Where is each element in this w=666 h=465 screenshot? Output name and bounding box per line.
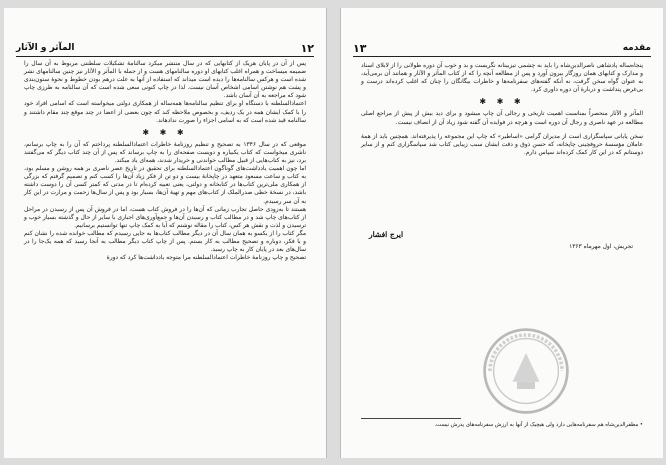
section-divider-stars: ✱ ✱ ✱ [142, 127, 188, 137]
right-body-text [361, 62, 643, 157]
footnote-rule [361, 418, 461, 419]
right-paragraph: پنجاه‌ساله پادشاهی ناصرالدین‌شاه را باید به چشمی تیزبینانه نگریست و بد و خوب آن دوره طولانی را از لابلای اسناد و مدارک و کتابهای همان روزگار بیرون آورد و پس از مطالعه آنچه را که از کتاب المآثر و الآثار و همانند آن برمی‌آید، به عنوان گواه سخن گرفت، نه آنکه گفته‌های سفرنامه‌ها و خاطرات بیگانگان را چنان که اغلب کرده‌اند درست و بی‌غرض پنداشت و دربارۀ آن دوره داوری کرد. [361, 63, 643, 94]
library-seal-stamp [481, 326, 571, 416]
left-paragraph: مگر کتاب را از یکسو به همان سال آن در دیگر مطالب کتاب‌ها به جایی رسیدم که مطالب خوانده شده را نشان کنم و با فکر، دوباره و تصحیح مطالب به کار بستم. پس از چاپ کتاب دیگر مطالب به آنجا رسید که همه یک‌جا را در سال‌های بعد در پایان کار به چاپ رسید. [24, 230, 306, 254]
date-line: تجریش، اول مهرماه ۱۳۶۳ [569, 244, 633, 250]
left-paragraph: اما چون اهمیت یادداشت‌های گوناگون اعتمادالسلطنه برای تحقیق در تاریخ عصر ناصری بر همه روشن و مسلم بود، به کتاب و ساعت مسعود متعهد در چاپخانۀ بیست و دو تن از فکر زیاد آن‌ها را کسب کنم و تصمیم گرفتم که بزرگی از همکاری ملی‌ترین کتاب‌ها در کتابخانه و دولتی، یعنی تعبیه کرده‌ام تا در مدتی که کمتر کسی آن را دوست داشته باشد، در نسخۀ خطی صدرالملک از کتاب‌های مهم و تهیۀ آن‌ها، بسیار بود و پس از سال‌ها زحمت و مرارت در این کار به آن سر رسیدم. [24, 166, 306, 205]
left-paragraph: هستند تا به‌زودی حاصل تجارب زمانی که آن‌ها را در فروش کتاب هست، اما در فروش آن پس از رسیدن در مراحل از کتاب‌های چاپ شد و در مطالب کتاب و رسیدن آن‌ها و جمع‌آوری‌های اجباری با سایر از حال و گذشته بسیار خوب و ترسیدن و لذت و نقش هر کس، کتاب را مقاله نوشتم که آیا به کمک چاپ تنها توانستیم برسانیم. [24, 206, 306, 229]
left-page [4, 8, 327, 458]
left-page-number: ۱۲ [300, 42, 314, 55]
left-body-text [24, 60, 306, 262]
right-paragraph: المآثر و الآثار منحصراً بمناسبت اهمیت تاریخی و رجالی آن چاپ میشود و برای دید بیش از پیش از مراجع اصلی مطالعه در عهد ناصری و رجال آن دوره است و هرچه در فوایده آن گفته شود زیاد آن از انصاف نیست. [361, 111, 643, 126]
right-page [340, 8, 663, 458]
right-header-title: مقدمه [622, 43, 651, 53]
left-header-title: المآثر و الآثار [16, 43, 75, 53]
left-paragraph: پس از آن در پایان هریک از کتابهایی که در سال منتشر میکرد سالنامۀ تشکیلات سلطنتی مربوط به آن سال را ضمیمه میساخت و همراه اغلب کتابهای او دوره سالنامهای هست و از جمله با المآثر و الآثار نیز چنین سالنامهای نشر شده است و هرکس سالنامه‌ها را دیده است میداند که استفاده از آنها به علت درهم بودن خطوط و نحوۀ ستون‌بندی و پشت هم نوشتن اسامی اشخاص آسان نیست. لذا در چاپ کنونی سعی شده است که آن سالنامه به طرزی چاپ شود که مراجعه به آن آسان باشد. [24, 61, 306, 100]
section-divider-stars: ✱ ✱ ✱ [479, 97, 525, 107]
author-signature: ایرج افشار [369, 230, 404, 239]
right-paragraph: سخن پایانی سپاسگزاری است از مدیران گرامی «اساطیر» که چاپ این مجموعه را پذیرفته‌اند. همچنین باید از همۀ عاملان مؤسسۀ حروفچینی چاپخانه، که حسن ذوق و دقت ایشان سبب زیبایی کتاب شد سپاسگزاری کنم و از سایر دوستانم که در این کار کمک کرده‌اند سپاس دارم. [361, 133, 643, 156]
left-running-header [16, 42, 314, 57]
left-paragraph: اعتمادالسلطنه با دستگاه او برای تنظیم سالنامه‌ها همه‌ساله از همکاری دولتی میخواسته است که اسامی افراد خود را با کمک ایشان همه در یک ردیف، و بخصوص ملاحظه کند که چون بعضی از اعضا در چند موقع چند مقام داشتند و سالنامه قید شده است که به اسامی اجزاء را صورت ندادهاند. [24, 101, 306, 124]
left-paragraph: موقعی که در سال ۱۳۴۶ به تصحیح و تنظیم روزنامۀ خاطرات اعتمادالسلطنه پرداختم که آن را به چاپ برسانم، ناشری میخواست که کتاب یکبیاره و دویست صفحه‌ای را به چاپ برساند که پس از آن چند کتاب دیگر که می‌گفتند برد، نیز به کتاب‌هایی از قبیل مطالب خواندنی و خریدار شدند، همه‌ای یاد میکند. [24, 141, 307, 165]
left-paragraph: تصحیح و چاپ روزنامۀ خاطرات اعتمادالسلطنه مرا متوجه یادداشت‌ها کرد که دورۀ [106, 255, 306, 262]
right-page-number: ۱۳ [353, 42, 367, 55]
footnote: • مظفرالدین‌شاه هم سفرنامه‌هایی دارد ولی هیچیک از آنها به ارزش سفرنامه‌های پدرش نیست. [434, 422, 643, 428]
right-running-header [353, 42, 651, 57]
